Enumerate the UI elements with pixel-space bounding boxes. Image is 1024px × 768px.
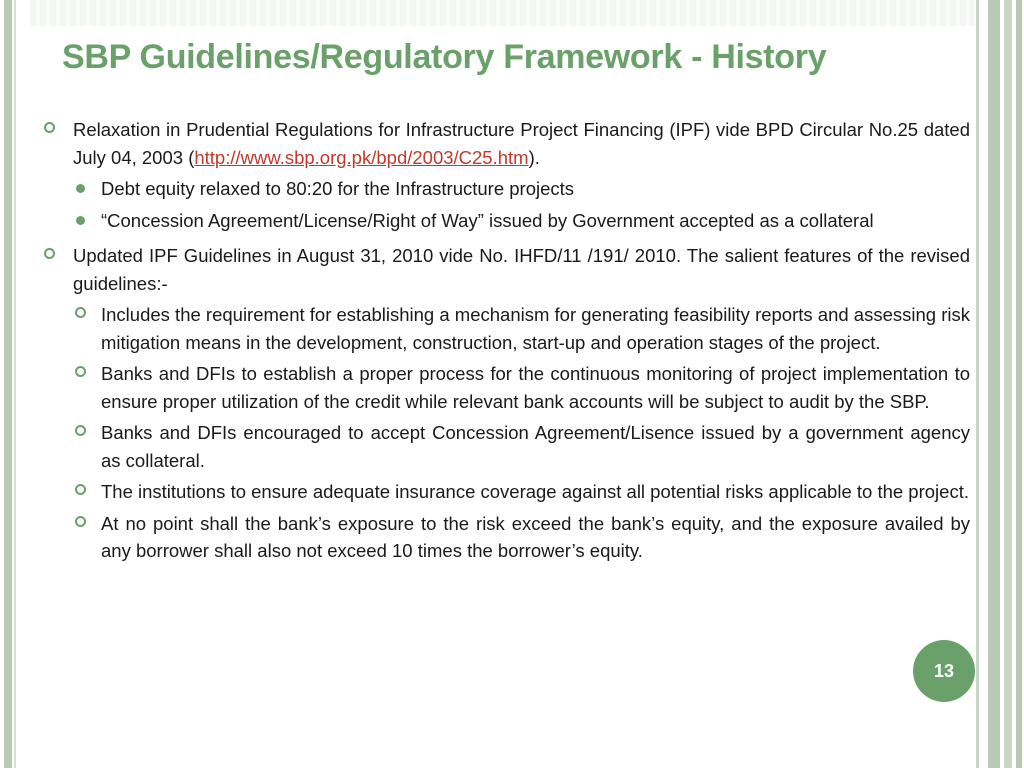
right-border-stripe xyxy=(976,0,979,768)
bullet-text: Updated IPF Guidelines in August 31, 2010 vide No. IHFD/11 /191/ 2010. The salient features of the revised guidelines:- xyxy=(73,245,970,294)
ring-bullet-icon xyxy=(75,307,86,318)
dot-bullet-icon xyxy=(76,184,85,193)
left-border-stripe xyxy=(4,0,12,768)
page-number-badge: 13 xyxy=(913,640,975,702)
bullet-text: ). xyxy=(528,146,540,168)
circular-link[interactable]: http://www.sbp.org.pk/bpd/2003/C25.htm xyxy=(194,146,529,168)
bullet-text: Relaxation in Prudential Regulations for Infrastructure Project Financing (IPF) vide BPD Circular No.25 dated July 04, 2003 ( xyxy=(73,119,970,168)
sub-bullet-text: Debt equity relaxed to 80:20 for the Infrastructure projects xyxy=(101,178,575,199)
sub-bullet-text: “Concession Agreement/License/Right of Way” issued by Government accepted as a collateral xyxy=(101,209,874,231)
sub-bullet-text: Banks and DFIs encouraged to accept Concession Agreement/Lisence issued by a government agency as collateral. xyxy=(101,422,970,471)
sub-bullet-point xyxy=(44,478,970,506)
sub-bullet-point xyxy=(44,207,970,235)
ring-bullet-icon xyxy=(44,122,55,133)
sub-bullet-text: Includes the requirement for establishing a mechanism for generating feasibility reports and assessing risk mitigation means in the development, construction, start-up and operation stages of the project. xyxy=(101,304,970,353)
sub-bullet-point xyxy=(44,510,970,565)
right-border-stripe xyxy=(988,0,1000,768)
right-border-stripe xyxy=(1004,0,1012,768)
left-border-stripe-thin xyxy=(14,0,16,768)
sub-bullet-text: At no point shall the bank’s exposure to the risk exceed the bank’s equity, and the exposure availed by any borrower shall also not exceed 10 times the borrower’s equity. xyxy=(101,512,970,561)
sub-bullet-text: The institutions to ensure adequate insurance coverage against all potential risks applicable to the project. xyxy=(101,481,969,502)
sub-bullet-point xyxy=(44,360,970,415)
sub-bullet-point xyxy=(44,419,970,474)
ring-bullet-icon xyxy=(44,248,55,259)
sub-bullet-text: Banks and DFIs to establish a proper process for the continuous monitoring of project implementation to ensure proper utilization of the credit while relevant bank accounts will be subject to audit by the SBP. xyxy=(101,363,970,412)
sub-bullet-point xyxy=(44,301,970,356)
ring-bullet-icon xyxy=(75,484,86,495)
sub-bullet-point xyxy=(44,175,970,203)
slide-title: SBP Guidelines/Regulatory Framework - History xyxy=(62,38,827,76)
bullet-point xyxy=(44,116,970,171)
bullet-point xyxy=(44,242,970,297)
ring-bullet-icon xyxy=(75,366,86,377)
slide-content xyxy=(44,116,970,569)
right-border-stripe xyxy=(1016,0,1022,768)
top-decorative-band xyxy=(30,0,974,26)
dot-bullet-icon xyxy=(76,216,85,225)
ring-bullet-icon xyxy=(75,425,86,436)
ring-bullet-icon xyxy=(75,516,86,527)
